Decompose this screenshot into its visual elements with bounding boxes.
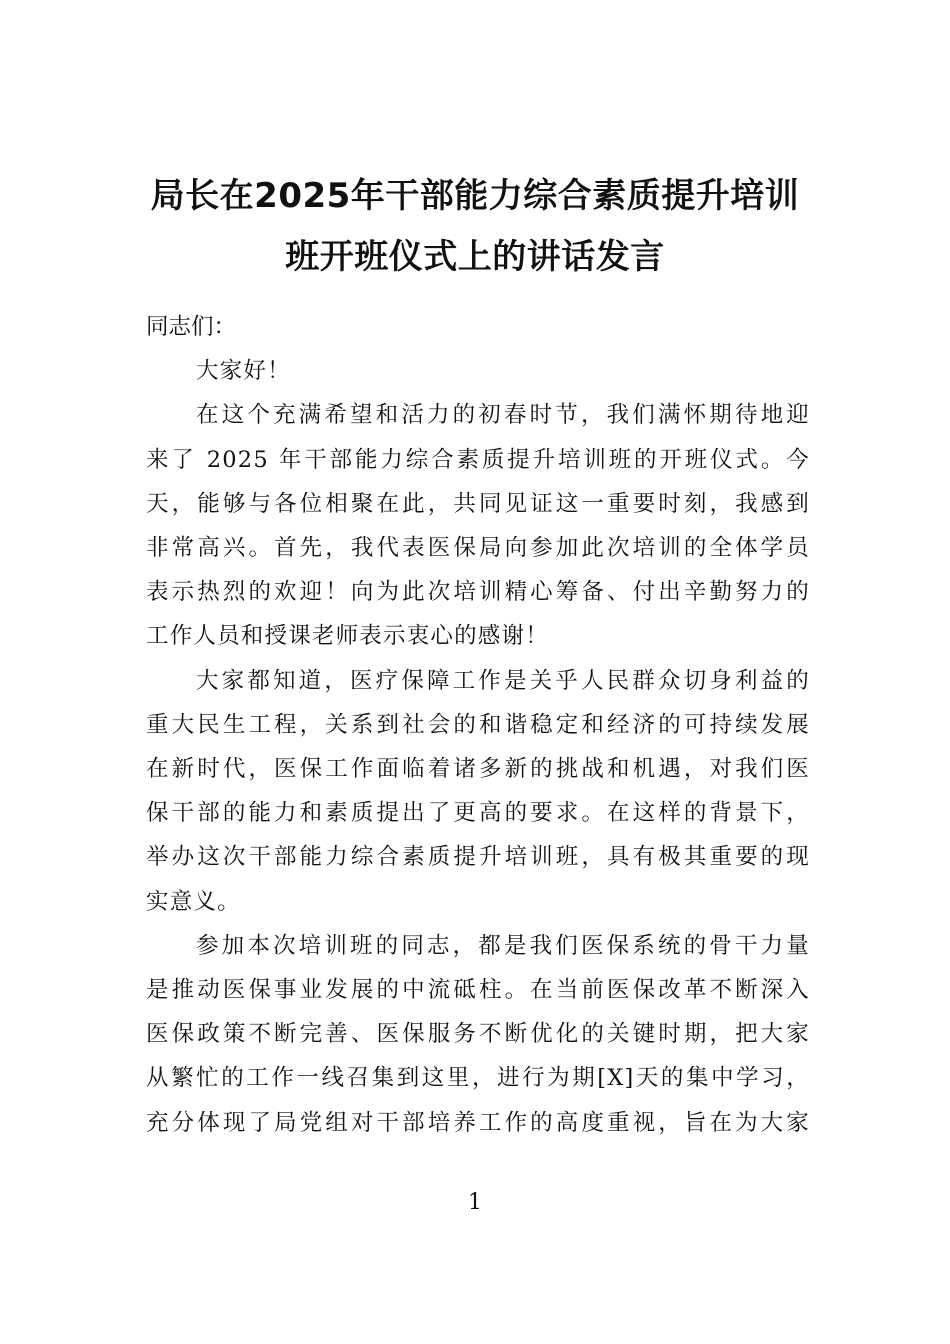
paragraph-greeting xyxy=(146,349,810,393)
paragraph-line: 非常高兴。首先，我代表医保局向参加此次培训的全体学员 xyxy=(146,535,810,562)
title-line-2: 班开班仪式上的讲话发言 xyxy=(285,237,665,277)
paragraph-line: 从繁忙的工作一线召集到这里，进行为期[X]天的集中学习， xyxy=(146,1065,810,1092)
salutation: 同志们： xyxy=(146,314,237,340)
paragraph-line: 工作人员和授课老师表示衷心的感谢！ xyxy=(146,623,549,650)
paragraph-line: 天，能够与各位相聚在此，共同见证这一重要时刻，我感到 xyxy=(146,490,810,517)
paragraph-line: 重大民生工程，关系到社会的和谐稳定和经济的可持续发展 xyxy=(146,711,810,738)
page-number: 1 xyxy=(468,1190,482,1215)
title-line-1: 局长在2025年干部能力综合素质提升培训 xyxy=(150,176,800,216)
paragraph-participants xyxy=(146,924,810,1145)
paragraph-line: 是推动医保事业发展的中流砥柱。在当前医保改革不断深入 xyxy=(146,977,810,1004)
paragraph-line: 参加本次培训班的同志，都是我们医保系统的骨干力量 xyxy=(196,932,810,959)
paragraph-line: 充分体现了局党组对干部培养工作的高度重视，旨在为大家 xyxy=(146,1109,810,1136)
paragraph-line: 举办这次干部能力综合素质提升培训班，具有极其重要的现 xyxy=(146,844,810,871)
document-title xyxy=(120,166,830,288)
paragraph-line: 大家都知道，医疗保障工作是关乎人民群众切身利益的 xyxy=(196,667,810,694)
paragraph-line: 来了 2025 年干部能力综合素质提升培训班的开班仪式。今 xyxy=(146,446,810,473)
document-body xyxy=(146,305,810,1145)
paragraph-significance xyxy=(146,659,810,924)
paragraph-line: 在新时代，医保工作面临着诸多新的挑战和机遇，对我们医 xyxy=(146,756,810,783)
paragraph-line: 实意义。 xyxy=(146,888,241,915)
paragraph-line: 在这个充满希望和活力的初春时节，我们满怀期待地迎 xyxy=(196,402,810,429)
paragraph-line: 表示热烈的欢迎！向为此次培训精心筹备、付出辛勤努力的 xyxy=(146,579,810,606)
paragraph-line: 医保政策不断完善、医保服务不断优化的关键时期，把大家 xyxy=(146,1021,810,1048)
paragraph-line: 保干部的能力和素质提出了更高的要求。在这样的背景下， xyxy=(146,800,810,827)
paragraph-opening xyxy=(146,393,810,658)
paragraph-line: 大家好！ xyxy=(196,358,291,385)
